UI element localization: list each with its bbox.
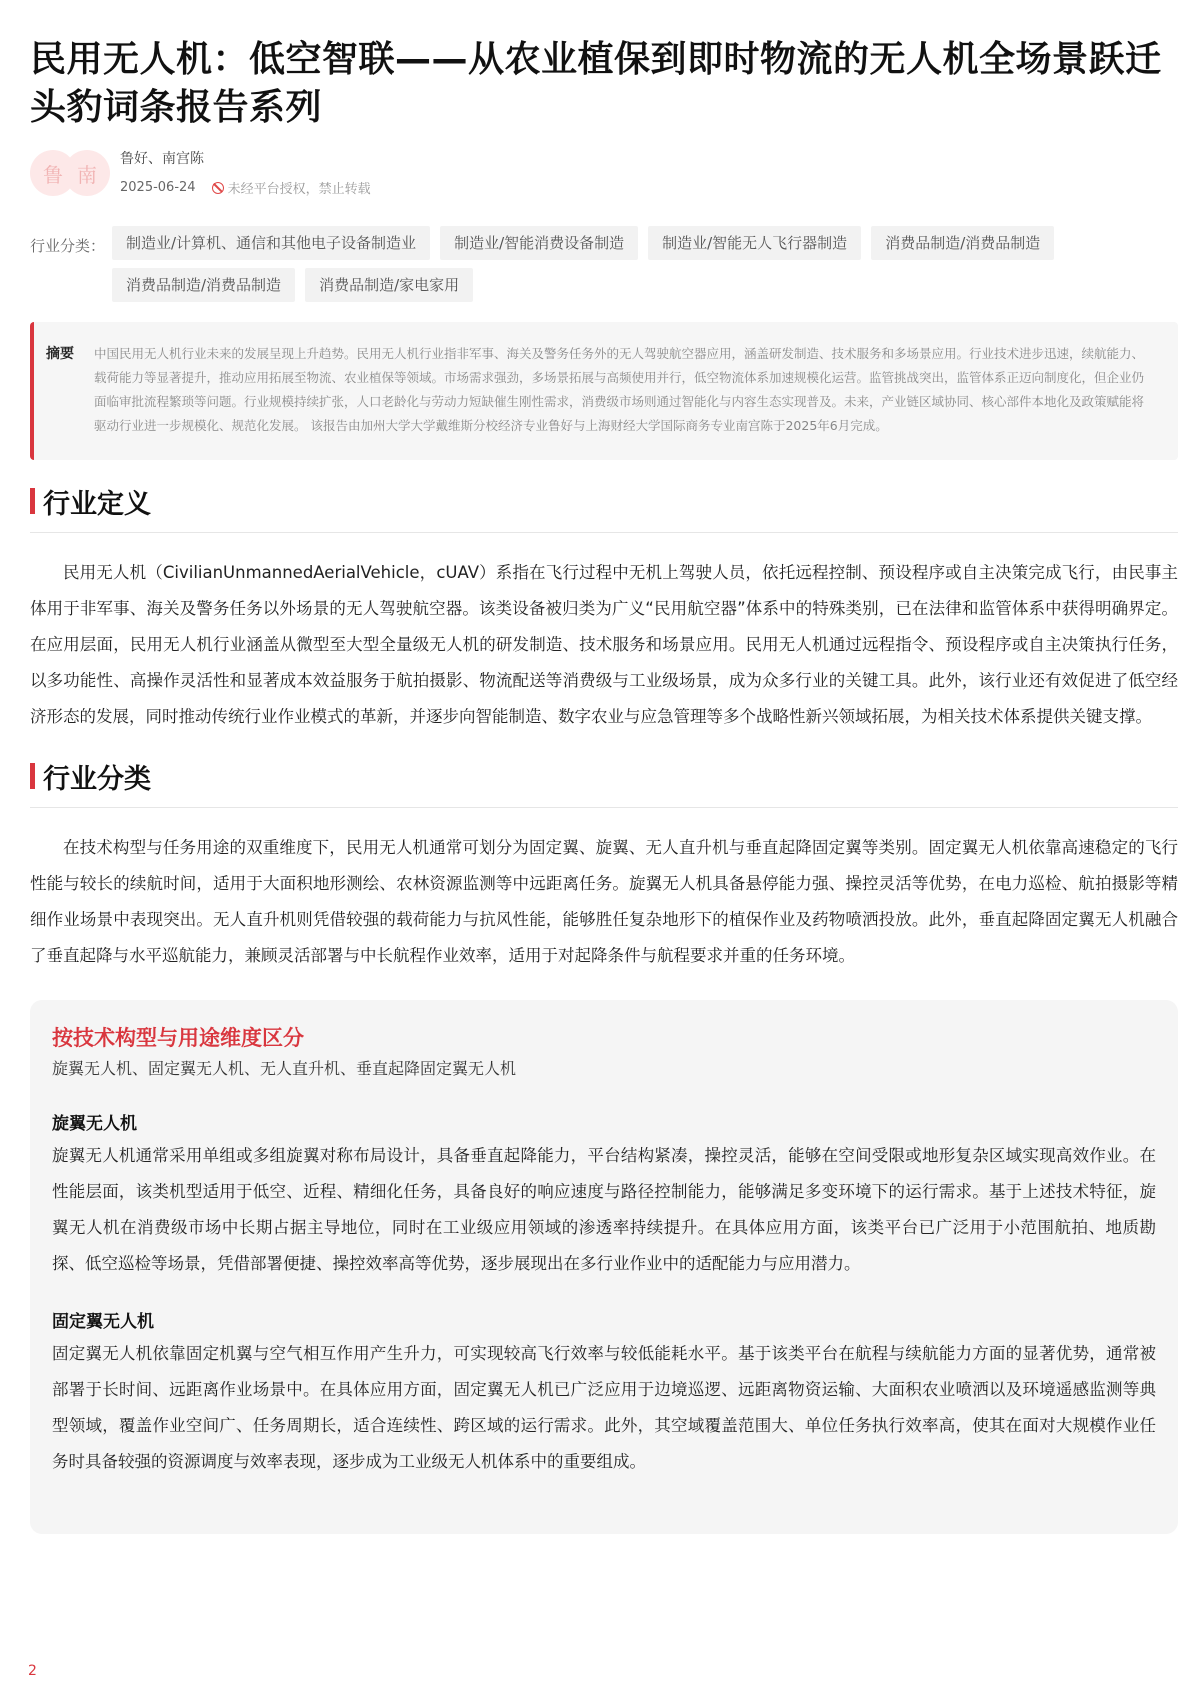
card-item-heading: 旋翼无人机 <box>52 1114 137 1134</box>
industry-tag[interactable]: 制造业/计算机、通信和其他电子设备制造业 <box>112 226 430 260</box>
section-heading-definition <box>30 484 1178 518</box>
avatar-group <box>30 150 110 200</box>
industry-classification <box>30 226 1178 310</box>
industry-tag[interactable]: 消费品制造/消费品制造 <box>112 268 295 302</box>
divider <box>30 807 1178 808</box>
author-meta <box>30 146 1178 208</box>
card-title: 按技术构型与用途维度区分 <box>52 1026 304 1050</box>
section-heading-classification <box>30 759 1178 793</box>
page-number: 2 <box>28 1663 37 1679</box>
card-item-text: 固定翼无人机依靠固定机翼与空气相互作用产生升力，可实现较高飞行效率与较低能耗水平。基于该类平台在航程与续航能力方面的显著优势，通常被部署于长时间、远距离作业场景中。在具体应用方面，固定翼无人机已广泛应用于边境巡逻、远距离物资运输、大面积农业喷洒以及环境遥感监测等典型领域，覆盖作业空间广、任务周期长，适合连续性、跨区域的运行需求。此外，其空域覆盖范围大、单位任务执行效率高，使其在面对大规模作业任务时具备较强的资源调度与效率表现，逐步成为工业级无人机体系中的重要组成。 <box>52 1344 1156 1471</box>
publish-date: 2025-06-24 <box>120 180 196 195</box>
classification-paragraph: 在技术构型与任务用途的双重维度下，民用无人机通常可划分为固定翼、旋翼、无人直升机与垂直起降固定翼等类别。固定翼无人机依靠高速稳定的飞行性能与较长的续航时间，适用于大面积地形测绘、农林资源监测等中远距离任务。旋翼无人机具备悬停能力强、操控灵活等优势，在电力巡检、航拍摄影等精细作业场景中表现突出。无人直升机则凭借较强的载荷能力与抗风性能，能够胜任复杂地形下的植保作业及药物喷洒投放。此外，垂直起降固定翼无人机融合了垂直起降与水平巡航能力，兼顾灵活部署与中长航程作业效率，适用于对起降条件与航程要求并重的任务环境。 <box>30 838 1178 965</box>
card-subtitle: 旋翼无人机、固定翼无人机、无人直升机、垂直起降固定翼无人机 <box>52 1059 517 1078</box>
classification-card <box>30 1000 1178 1534</box>
abstract-text: 中国民用无人机行业未来的发展呈现上升趋势。民用无人机行业指非军事、海关及警务任务外的无人驾驶航空器应用，涵盖研发制造、技术服务和多场景应用。行业技术进步迅速，续航能力、载荷能力等显著提升，推动应用拓展至物流、农业植保等领域。市场需求强劲，多场景拓展与高频使用并行，低空物流体系加速规模化运营。监管挑战突出，监管体系正迈向制度化，但企业仍面临审批流程繁琐等问题。行业规模持续扩张，人口老龄化与劳动力短缺催生刚性需求，消费级市场则通过智能化与内容生态实现普及。未来，产业链区域协同、核心部件本地化及政策赋能将驱动行业进一步规模化、规范化发展。 该报告由加州大学大学戴维斯分校经济专业鲁好与上海财经大学国际商务专业南宫陈于2025年6月完成。 <box>94 346 1145 433</box>
page-title: 民用无人机：低空智联——从农业植保到即时物流的无人机全场景跃迁 头豹词条报告系列 <box>30 39 1162 128</box>
avatar: 鲁 <box>30 150 76 196</box>
definition-paragraph: 民用无人机（CivilianUnmannedAerialVehicle，cUAV）系指在飞行过程中无机上驾驶人员，依托远程控制、预设程序或自主决策完成飞行，由民事主体用于非军事、海关及警务任务以外场景的无人驾驶航空器。该类设备被归类为广义“民用航空器”体系中的特殊类别，已在法律和监管体系中获得明确界定。在应用层面，民用无人机行业涵盖从微型至大型全量级无人机的研发制造、技术服务和场景应用。民用无人机通过远程指令、预设程序或自主决策执行任务，以多功能性、高操作灵活性和显著成本效益服务于航拍摄影、物流配送等消费级与工业级场景，成为众多行业的关键工具。此外，该行业还有效促进了低空经济形态的发展，同时推动传统行业作业模式的革新，并逐步向智能制造、数字农业与应急管理等多个战略性新兴领域拓展，为相关技术体系提供关键支撑。 <box>30 563 1178 726</box>
author-names[interactable]: 鲁好、南宫陈 <box>120 151 204 167</box>
ban-icon <box>212 182 224 194</box>
industry-tags <box>112 226 1178 310</box>
dateline <box>120 178 371 197</box>
section-accent-bar <box>30 763 35 789</box>
industry-tag[interactable]: 消费品制造/家电家用 <box>305 268 473 302</box>
abstract-label: 摘要 <box>46 346 74 362</box>
section-title: 行业定义 <box>43 488 151 520</box>
card-item-text: 旋翼无人机通常采用单组或多组旋翼对称布局设计，具备垂直起降能力，平台结构紧凑，操控灵活，能够在空间受限或地形复杂区域实现高效作业。在性能层面，该类机型适用于低空、近程、精细化任务，具备良好的响应速度与路径控制能力，能够满足多变环境下的运行需求。基于上述技术特征，旋翼无人机在消费级市场中长期占据主导地位，同时在工业级应用领域的渗透率持续提升。在具体应用方面，该类平台已广泛用于小范围航拍、地质勘探、低空巡检等场景，凭借部署便捷、操控效率高等优势，逐步展现出在多行业作业中的适配能力与应用潜力。 <box>52 1146 1156 1273</box>
industry-tag[interactable]: 制造业/智能消费设备制造 <box>440 226 638 260</box>
industry-tag[interactable]: 制造业/智能无人飞行器制造 <box>648 226 861 260</box>
industry-tag[interactable]: 消费品制造/消费品制造 <box>871 226 1054 260</box>
copyright-notice-text: 未经平台授权，禁止转载 <box>227 182 371 197</box>
copyright-notice <box>212 178 371 197</box>
industry-label: 行业分类： <box>30 237 106 255</box>
section-accent-bar <box>30 488 35 514</box>
section-title: 行业分类 <box>43 763 151 795</box>
report-page <box>30 36 1178 1534</box>
divider <box>30 532 1178 533</box>
abstract-box <box>30 322 1178 460</box>
card-item-heading: 固定翼无人机 <box>52 1312 154 1332</box>
avatar: 南 <box>64 150 110 196</box>
